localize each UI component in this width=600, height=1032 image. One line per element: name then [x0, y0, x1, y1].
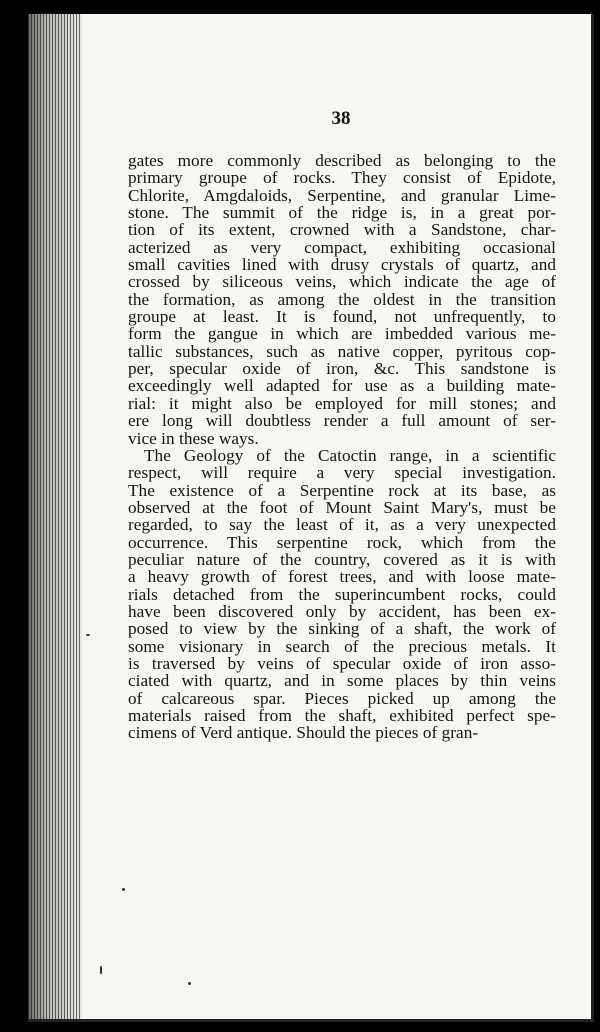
- text-line: ere long will doubtless render a full amount of ser-: [128, 411, 556, 431]
- scan-speck: [86, 634, 90, 636]
- text-line: crossed by siliceous veins, which indicate the age of: [128, 272, 556, 292]
- text-line: The Geology of the Catoctin range, in a scientific: [144, 445, 556, 465]
- book-binding-gutter: [28, 14, 82, 1022]
- text-line: tion of its extent, crowned with a Sandstone, char-: [128, 220, 556, 240]
- scan-speck: [188, 982, 191, 985]
- text-line: groupe at least. It is found, not unfrequently, to: [128, 307, 556, 327]
- text-line: Chlorite, Amgdaloids, Serpentine, and granular Lime-: [128, 185, 556, 205]
- text-line: a heavy growth of forest trees, and with loose mate-: [128, 567, 556, 587]
- text-line: per, specular oxide of iron, &c. This sandstone is: [128, 359, 556, 379]
- body-text: [128, 152, 556, 742]
- text-line: ciated with quartz, and in some places by thin veins: [128, 671, 556, 691]
- text-line: posed to view by the sinking of a shaft, the work of: [128, 619, 556, 639]
- text-line: form the gangue in which are imbedded various me-: [128, 324, 556, 344]
- text-line: The existence of a Serpentine rock at its base, as: [128, 480, 556, 500]
- text-line: tallic substances, such as native copper, pyritous cop-: [128, 341, 556, 361]
- text-line: the formation, as among the oldest in the transition: [128, 289, 556, 309]
- text-line: exceedingly well adapted for use as a building mate-: [128, 376, 556, 396]
- text-line: rials detached from the superincumbent rocks, could: [128, 584, 556, 604]
- book-page: [28, 14, 594, 1022]
- text-line: vice in these ways.: [128, 428, 259, 448]
- text-line: regarded, to say the least of it, as a very unexpected: [128, 515, 556, 535]
- text-line: stone. The summit of the ridge is, in a great por-: [128, 203, 556, 223]
- text-line: cimens of Verd antique. Should the pieces of gran-: [128, 723, 479, 743]
- text-line: is traversed by veins of specular oxide of iron asso-: [128, 653, 556, 673]
- text-line: materials raised from the shaft, exhibited perfect spe-: [128, 706, 556, 725]
- page-bottom-edge: [28, 1019, 594, 1022]
- scan-speck: [100, 966, 102, 974]
- text-line: respect, will require a very special investigation.: [128, 463, 556, 483]
- text-line: some visionary in search of the precious metals. It: [128, 636, 556, 656]
- text-line: primary groupe of rocks. They consist of Epidote,: [128, 168, 556, 188]
- text-line: peculiar nature of the country, covered as it is with: [128, 549, 556, 569]
- text-line: small cavities lined with drusy crystals of quartz, and: [128, 255, 556, 275]
- scan-speck: [122, 888, 125, 891]
- page-number: 38: [331, 108, 351, 129]
- text-line: of calcareous spar. Pieces picked up among the: [128, 688, 556, 708]
- page-right-edge: [591, 14, 594, 1022]
- text-line: gates more commonly described as belonging to the: [128, 151, 556, 170]
- text-line: observed at the foot of Mount Saint Mary's, must be: [128, 497, 556, 517]
- text-line: have been discovered only by accident, has been ex-: [128, 601, 556, 621]
- text-line: occurrence. This serpentine rock, which from the: [128, 532, 556, 552]
- text-line: acterized as very compact, exhibiting occasional: [128, 237, 556, 257]
- text-line: rial: it might also be employed for mill stones; and: [128, 393, 556, 413]
